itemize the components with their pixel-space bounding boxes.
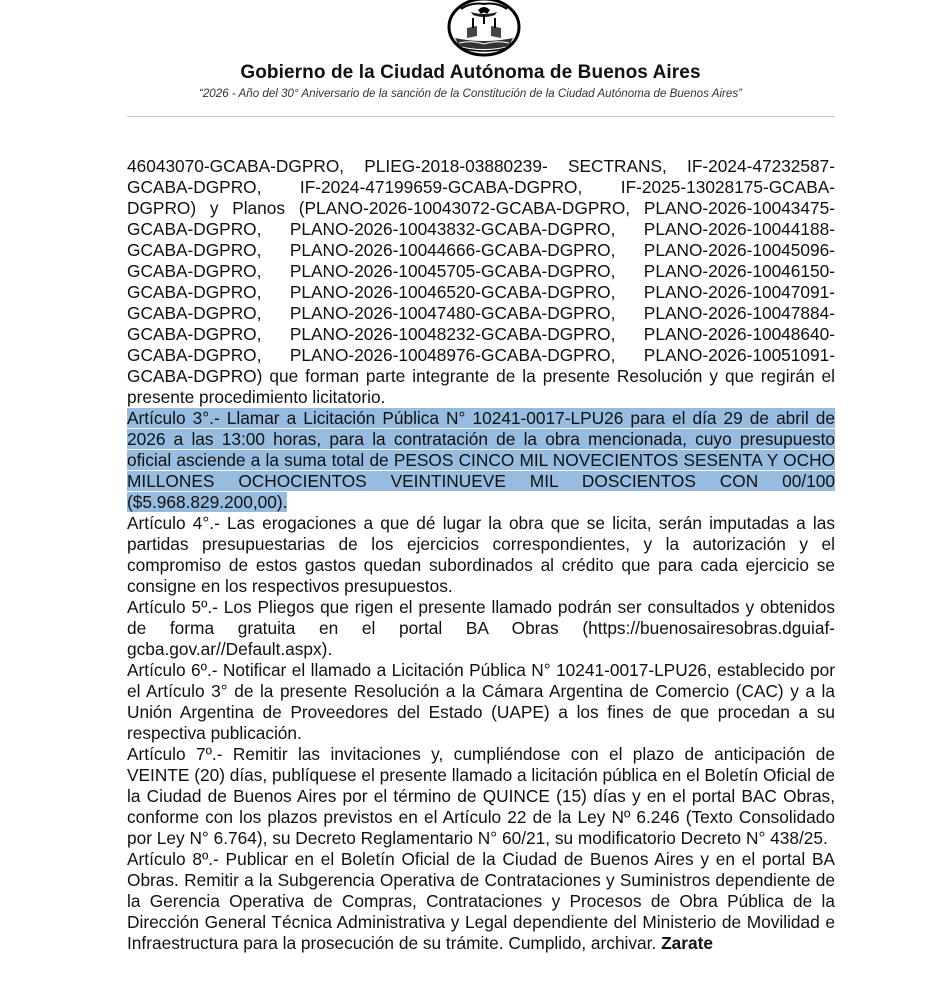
article-8-text: Artículo 8º.- Publicar en el Boletín Oficial de la Ciudad de Buenos Aires y en el portal BA Obras. Remitir a la Subgerencia Operativa de Contrataciones y Suministros dependiente de la Gerencia Operativa de Compras, Contrataciones y Procesos de Obra Pública de la Dirección General Técnica Administrativa y Legal dependiente del Ministerio de Movilidad e Infraestructura para la prosecución de su trámite. Cumplido, archivar. (127, 849, 835, 953)
article-3[interactable] (127, 408, 835, 513)
article-3-selected-text[interactable]: Artículo 3°.- Llamar a Licitación Pública N° 10241-0017-LPU26 para el día 29 de abril de 2026 a las 13:00 horas, para la contratación de la obra mencionada, cuyo presupuesto oficial asciende a la suma total de PESOS CINCO MIL NOVECIENTOS SESENTA Y OCHO MILLONES OCHOCIENTOS VEINTINUEVE MIL DOSCIENTOS CON 00/100 ($5.968.829.200,00). (127, 408, 835, 512)
document-header (0, 0, 941, 120)
article-6: Artículo 6º.- Notificar el llamado a Licitación Pública N° 10241-0017-LPU26, establecido por el Artículo 3° de la presente Resolución a la Cámara Argentina de Comercio (CAC) y a la Unión Argentina de Proveedores del Estado (UAPE) a los fines de que procedan a su respectiva publicación. (127, 660, 835, 743)
government-motto: “2026 - Año del 30° Aniversario de la sanción de la Constitución de la Ciudad Autónoma de Buenos Aires” (199, 87, 742, 100)
header-divider (127, 116, 835, 117)
buenos-aires-coat-of-arms-icon (447, 0, 521, 60)
article-7: Artículo 7º.- Remitir las invitaciones y, cumpliéndose con el plazo de anticipación de VEINTE (20) días, publíquese el presente llamado a licitación pública en el Boletín Oficial de la Ciudad de Buenos Aires por el término de QUINCE (15) días y en el portal BAC Obras, conforme con los plazos previstos en el Artículo 22 de la Ley Nº 6.246 (Texto Consolidado por Ley N° 6.764), su Decreto Reglamentario N° 60/21, su modificatorio Decreto N° 438/25. (127, 744, 835, 848)
signature: Zarate (661, 933, 713, 953)
government-title: Gobierno de la Ciudad Autónoma de Buenos Aires (240, 62, 701, 83)
article-4: Artículo 4°.- Las erogaciones a que dé lugar la obra que se licita, serán imputadas a las partidas presupuestarias de los ejercicios correspondientes, y la autorización y el compromiso de estos gastos quedan subordinados al crédito que para cada ejercicio se consigne en los respectivos presupuestos. (127, 513, 835, 596)
document-body (127, 156, 835, 954)
article-5: Artículo 5º.- Los Pliegos que rigen el presente llamado podrán ser consultados y obtenidos de forma gratuita en el portal BA Obras (https://buenosairesobras.dguiaf-gcba.gov.ar//Default.aspx). (127, 597, 835, 659)
article-8 (127, 849, 835, 954)
intro-paragraph: 46043070-GCABA-DGPRO, PLIEG-2018-03880239- SECTRANS, IF-2024-47232587-GCABA-DGPRO, IF-2024-47199659-GCABA-DGPRO, IF-2025-13028175-GCABA-DGPRO) y Planos (PLANO-2026-10043072-GCABA-DGPRO, PLANO-2026-10043475-GCABA-DGPRO, PLANO-2026-10043832-GCABA-DGPRO, PLANO-2026-10044188-GCABA-DGPRO, PLANO-2026-10044666-GCABA-DGPRO, PLANO-2026-10045096-GCABA-DGPRO, PLANO-2026-10045705-GCABA-DGPRO, PLANO-2026-10046150-GCABA-DGPRO, PLANO-2026-10046520-GCABA-DGPRO, PLANO-2026-10047091-GCABA-DGPRO, PLANO-2026-10047480-GCABA-DGPRO, PLANO-2026-10047884-GCABA-DGPRO, PLANO-2026-10048232-GCABA-DGPRO, PLANO-2026-10048640-GCABA-DGPRO, PLANO-2026-10048976-GCABA-DGPRO, PLANO-2026-10051091-GCABA-DGPRO) que forman parte integrante de la presente Resolución y que regirán el presente procedimiento licitatorio. (127, 156, 835, 407)
